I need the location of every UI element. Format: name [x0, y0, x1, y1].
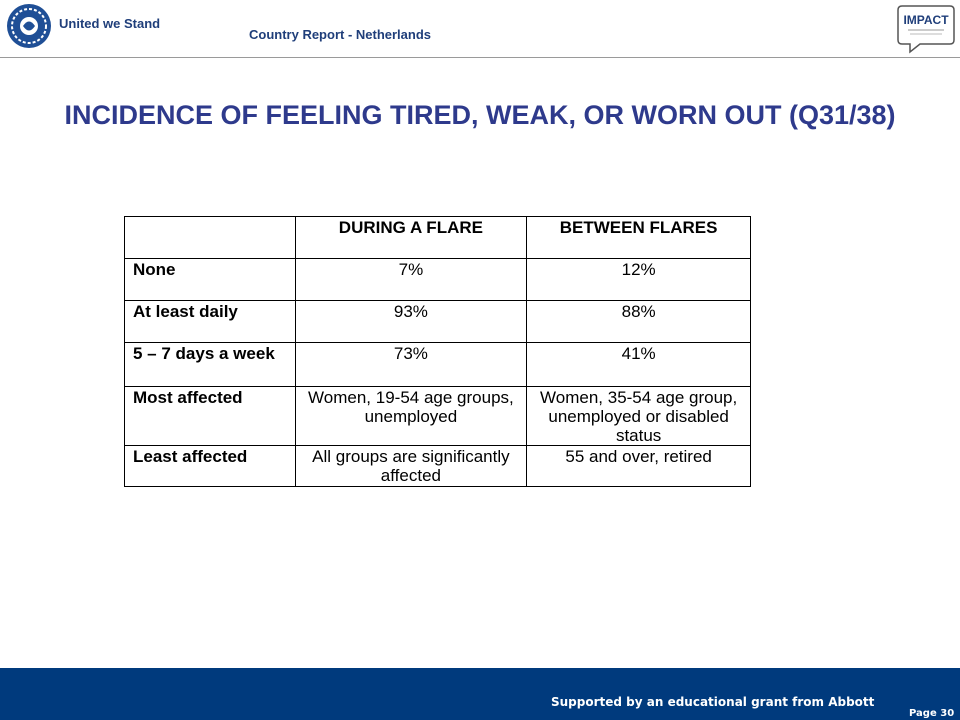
table-header-during: DURING A FLARE [295, 217, 527, 259]
table-row [125, 446, 751, 487]
footer-bar [0, 668, 960, 720]
page-number: Page 30 [909, 708, 955, 719]
report-title: Country Report - Netherlands [249, 27, 432, 42]
united-we-stand-logo-icon [6, 3, 52, 49]
row-label: Most affected [125, 387, 296, 446]
table-header-blank [125, 217, 296, 259]
cell-between: 12% [527, 259, 751, 301]
table-row [125, 259, 751, 301]
impact-logo-text: IMPACT [903, 13, 949, 27]
page-title: INCIDENCE OF FEELING TIRED, WEAK, OR WORN OUT (Q31/38) [64, 100, 896, 130]
cell-during: 7% [295, 259, 527, 301]
row-label: Least affected [125, 446, 296, 487]
brand-name: United we Stand [59, 16, 161, 31]
results-table [124, 216, 751, 487]
cell-between: 41% [527, 343, 751, 387]
cell-during: 73% [295, 343, 527, 387]
table-row [125, 387, 751, 446]
impact-logo-icon [896, 2, 956, 54]
header [0, 0, 960, 58]
cell-between: 88% [527, 301, 751, 343]
footer-sponsor-text: Supported by an educational grant from Abbott [551, 695, 875, 709]
row-label: 5 – 7 days a week [125, 343, 296, 387]
table-header-row [125, 217, 751, 259]
cell-during: 93% [295, 301, 527, 343]
cell-between: Women, 35-54 age group, unemployed or disabled status [527, 387, 751, 446]
header-divider [0, 57, 960, 58]
cell-during: Women, 19-54 age groups, unemployed [295, 387, 527, 446]
cell-between: 55 and over, retired [527, 446, 751, 487]
cell-during: All groups are significantly affected [295, 446, 527, 487]
row-label: At least daily [125, 301, 296, 343]
row-label: None [125, 259, 296, 301]
table-row [125, 343, 751, 387]
table-header-between: BETWEEN FLARES [527, 217, 751, 259]
table-row [125, 301, 751, 343]
